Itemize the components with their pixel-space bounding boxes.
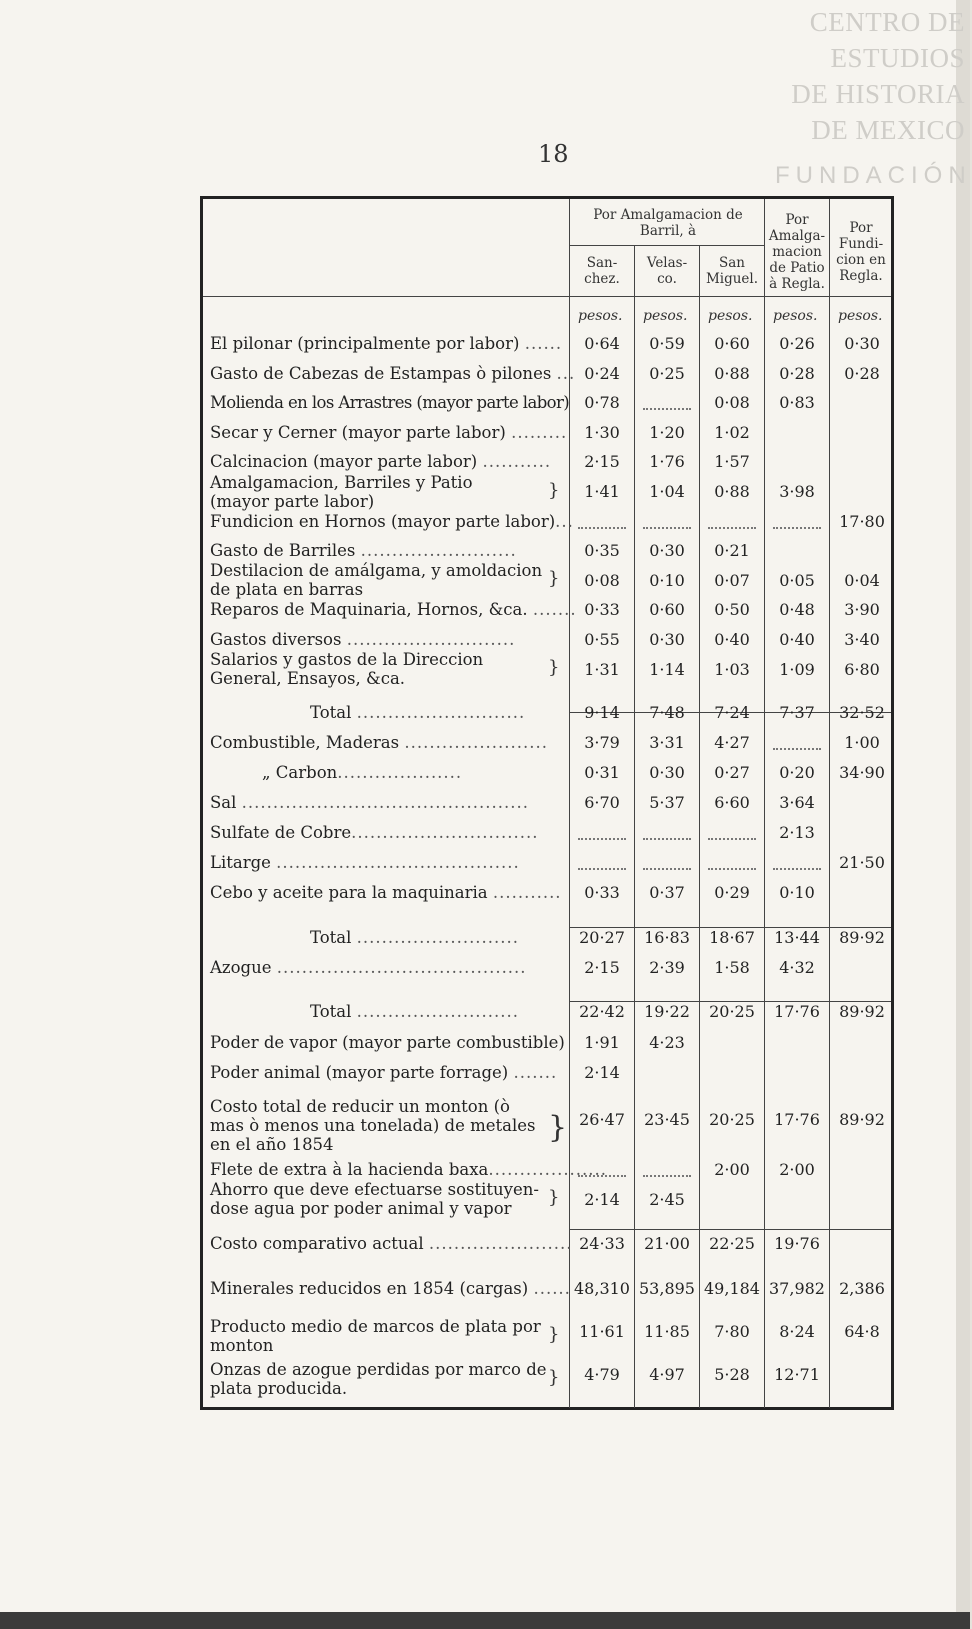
table-cell: 53,895 xyxy=(639,1279,695,1298)
table-cell: 48,310 xyxy=(574,1279,630,1298)
watermark-line: CENTRO DE xyxy=(809,7,965,37)
table-cell: 3·90 xyxy=(844,600,880,619)
column-rule xyxy=(699,246,700,1408)
row-label: Combustible, Maderas ....................... xyxy=(210,733,549,752)
row-label: Litarge ....................................... xyxy=(210,853,520,872)
table-cell: 0·07 xyxy=(714,571,750,590)
table-cell: 0·10 xyxy=(779,883,815,902)
table-cell: 20·25 xyxy=(709,1002,755,1021)
table-cell: 1·03 xyxy=(714,660,750,679)
unit-label: pesos. xyxy=(578,308,623,324)
row-label: Calcinacion (mayor parte labor) ........... xyxy=(210,452,552,471)
table-cell: 0·30 xyxy=(649,630,685,649)
table-cell: 7·80 xyxy=(714,1322,750,1341)
table-cell: 2·15 xyxy=(584,452,620,471)
row-label: Salarios y gastos de la Direccion General, Ensayos, &ca. xyxy=(210,650,484,688)
table-cell: 2·45 xyxy=(649,1190,685,1209)
table-cell: 8·24 xyxy=(779,1322,815,1341)
table-cell: 0·30 xyxy=(649,541,685,560)
table-cell: 0·29 xyxy=(714,883,750,902)
table-cell: 4·32 xyxy=(779,958,815,977)
unit-label: pesos. xyxy=(773,308,818,324)
table-cell: 1·04 xyxy=(649,482,685,501)
row-label: Amalgamacion, Barriles y Patio (mayor parte labor) xyxy=(210,473,473,511)
table-cell: 4·23 xyxy=(649,1033,685,1052)
unit-label: pesos. xyxy=(838,308,883,324)
dotted-leader xyxy=(643,868,691,870)
table-cell: 1·30 xyxy=(584,423,620,442)
table-cell: 2·15 xyxy=(584,958,620,977)
row-label: Total ........................... xyxy=(310,703,526,722)
table-cell: 0·08 xyxy=(584,571,620,590)
header-col-sanmiguel: San Miguel. xyxy=(705,255,759,287)
table-cell: 3·98 xyxy=(779,482,815,501)
header-col-patio: Por Amalga-macion de Patio à Regla. xyxy=(768,212,826,292)
table-cell: 0·27 xyxy=(714,763,750,782)
row-label: El pilonar (principalmente por labor) ...... xyxy=(210,334,563,353)
table-cell: 17·80 xyxy=(839,512,885,531)
table-cell: 4·27 xyxy=(714,733,750,752)
dotted-leader xyxy=(578,838,626,840)
table-cell: 13·44 xyxy=(774,928,820,947)
row-label: Poder de vapor (mayor parte combustible) xyxy=(210,1033,565,1052)
table-cell: 7·48 xyxy=(649,703,685,722)
table-cell: 1·09 xyxy=(779,660,815,679)
column-rule xyxy=(764,199,765,1408)
brace-mark: } xyxy=(548,1324,560,1345)
table-cell: 0·33 xyxy=(584,883,620,902)
table-cell: 6·70 xyxy=(584,793,620,812)
row-label: Flete de extra à la hacienda baxa................... xyxy=(210,1160,608,1179)
row-label: Reparos de Maquinaria, Hornos, &ca. ....... xyxy=(210,600,577,619)
table-cell: 64·8 xyxy=(844,1322,880,1341)
table-cell: 16·83 xyxy=(644,928,690,947)
table-cell: 0·55 xyxy=(584,630,620,649)
table-cell: 7·24 xyxy=(714,703,750,722)
table-cell: 26·47 xyxy=(579,1110,625,1129)
column-rule xyxy=(829,199,830,1408)
dotted-leader xyxy=(708,868,756,870)
dotted-leader xyxy=(708,527,756,529)
table-cell: 4·97 xyxy=(649,1365,685,1384)
dotted-leader xyxy=(773,868,821,870)
watermark-line: DE MEXICO xyxy=(811,115,965,145)
table-cell: 0·48 xyxy=(779,600,815,619)
row-label: Minerales reducidos en 1854 (cargas) ...... xyxy=(210,1279,571,1298)
table-cell: 0·78 xyxy=(584,393,620,412)
table-cell: 0·28 xyxy=(844,364,880,383)
table-cell: 2·00 xyxy=(779,1160,815,1179)
table-cell: 3·79 xyxy=(584,733,620,752)
table-cell: 19·76 xyxy=(774,1234,820,1253)
row-label: Cebo y aceite para la maquinaria ........... xyxy=(210,883,562,902)
table-cell: 3·64 xyxy=(779,793,815,812)
table-cell: 1·00 xyxy=(844,733,880,752)
row-label: Total .......................... xyxy=(310,1002,520,1021)
table-cell: 19·22 xyxy=(644,1002,690,1021)
row-label: Fundicion en Hornos (mayor parte labor)... xyxy=(210,512,574,531)
table-cell: 0·33 xyxy=(584,600,620,619)
table-cell: 20·27 xyxy=(579,928,625,947)
brace-mark: } xyxy=(548,657,560,678)
table-cell: 34·90 xyxy=(839,763,885,782)
table-cell: 0·37 xyxy=(649,883,685,902)
table-cell: 1·02 xyxy=(714,423,750,442)
row-label: Sal .............................................. xyxy=(210,793,529,812)
row-label: Azogue ........................................ xyxy=(210,958,527,977)
table-cell: 0·21 xyxy=(714,541,750,560)
brace-mark: } xyxy=(548,1110,568,1145)
table-cell: 0·88 xyxy=(714,482,750,501)
table-cell: 0·28 xyxy=(779,364,815,383)
page-edge xyxy=(956,0,970,1612)
watermark-line: ESTUDIOS xyxy=(830,43,965,73)
header-rule xyxy=(203,296,891,297)
row-label: Sulfate de Cobre.............................. xyxy=(210,823,539,842)
table-cell: 0·83 xyxy=(779,393,815,412)
scan-bottom-edge xyxy=(0,1612,970,1629)
unit-label: pesos. xyxy=(643,308,688,324)
dotted-leader xyxy=(708,838,756,840)
table-cell: 7·37 xyxy=(779,703,815,722)
table-cell: 17·76 xyxy=(774,1002,820,1021)
table-cell: 6·80 xyxy=(844,660,880,679)
table-cell: 3·40 xyxy=(844,630,880,649)
table-cell: 2·14 xyxy=(584,1063,620,1082)
table-cell: 0·60 xyxy=(649,600,685,619)
dotted-leader xyxy=(578,527,626,529)
header-group-amalgamacion: Por Amalgamacion de Barril, à xyxy=(593,207,743,239)
table-cell: 2·13 xyxy=(779,823,815,842)
dotted-leader xyxy=(578,868,626,870)
table-cell: 0·20 xyxy=(779,763,815,782)
table-cell: 89·92 xyxy=(839,928,885,947)
dotted-leader xyxy=(643,1175,691,1177)
dotted-leader xyxy=(773,527,821,529)
dotted-leader xyxy=(643,408,691,410)
table-cell: 22·25 xyxy=(709,1234,755,1253)
table-cell: 0·08 xyxy=(714,393,750,412)
table-cell: 21·50 xyxy=(839,853,885,872)
row-label: Poder animal (mayor parte forrage) ....... xyxy=(210,1063,558,1082)
table-cell: 0·10 xyxy=(649,571,685,590)
table-cell: 1·31 xyxy=(584,660,620,679)
table-cell: 0·88 xyxy=(714,364,750,383)
table-cell: 0·30 xyxy=(649,763,685,782)
table-cell: 89·92 xyxy=(839,1002,885,1021)
row-label: Total .......................... xyxy=(310,928,520,947)
watermark-line: FUNDACIÓN xyxy=(775,162,972,189)
row-label: Molienda en los Arrastres (mayor parte labor) xyxy=(210,393,570,412)
dotted-leader xyxy=(643,838,691,840)
row-label: Onzas de azogue perdidas por marco de plata producida. xyxy=(210,1360,547,1398)
row-label: Producto medio de marcos de plata por monton xyxy=(210,1317,541,1355)
table-cell: 22·42 xyxy=(579,1002,625,1021)
brace-mark: } xyxy=(548,1187,560,1208)
column-rule xyxy=(634,246,635,1408)
table-cell: 18·67 xyxy=(709,928,755,947)
table-cell: 1·76 xyxy=(649,452,685,471)
header-col-fundicion: Por Fundi-cion en Regla. xyxy=(836,220,886,284)
brace-mark: } xyxy=(548,1367,560,1388)
row-label: Costo total de reducir un monton (ò mas ò menos una tonelada) de metales en el año 1854 xyxy=(210,1097,536,1154)
table-cell: 37,982 xyxy=(769,1279,825,1298)
table-cell: 0·31 xyxy=(584,763,620,782)
table-cell: 49,184 xyxy=(704,1279,760,1298)
table-cell: 23·45 xyxy=(644,1110,690,1129)
table-cell: 2·39 xyxy=(649,958,685,977)
row-label: Costo comparativo actual ....................... xyxy=(210,1234,573,1253)
table-cell: 2·00 xyxy=(714,1160,750,1179)
row-label: Secar y Cerner (mayor parte labor) ......... xyxy=(210,423,568,442)
table-cell: 1·41 xyxy=(584,482,620,501)
table-cell: 0·40 xyxy=(779,630,815,649)
table-cell: 32·52 xyxy=(839,703,885,722)
table-cell: 1·91 xyxy=(584,1033,620,1052)
page-number: 18 xyxy=(538,140,569,168)
table-cell: 0·35 xyxy=(584,541,620,560)
table-cell: 5·37 xyxy=(649,793,685,812)
row-label: Gasto de Cabezas de Estampas ò pilones ... xyxy=(210,364,576,383)
dotted-leader xyxy=(578,1175,626,1177)
table-cell: 0·64 xyxy=(584,334,620,353)
table-cell: 12·71 xyxy=(774,1365,820,1384)
table-cell: 1·58 xyxy=(714,958,750,977)
brace-mark: } xyxy=(548,568,560,589)
table-cell: 24·33 xyxy=(579,1234,625,1253)
table-cell: 89·92 xyxy=(839,1110,885,1129)
table-cell: 0·24 xyxy=(584,364,620,383)
table-cell: 4·79 xyxy=(584,1365,620,1384)
table-cell: 0·04 xyxy=(844,571,880,590)
table-cell: 17·76 xyxy=(774,1110,820,1129)
table-cell: 1·20 xyxy=(649,423,685,442)
dotted-leader xyxy=(643,527,691,529)
table-cell: 3·31 xyxy=(649,733,685,752)
row-label: „ Carbon.................... xyxy=(262,763,463,782)
row-label: Gastos diversos ........................... xyxy=(210,630,516,649)
row-label: Gasto de Barriles ......................... xyxy=(210,541,517,560)
header-rule xyxy=(570,245,764,246)
table-cell: 9·14 xyxy=(584,703,620,722)
table-cell: 6·60 xyxy=(714,793,750,812)
table-cell: 0·40 xyxy=(714,630,750,649)
total-rule xyxy=(570,1229,891,1230)
row-label: Destilacion de amálgama, y amoldacion de plata en barras xyxy=(210,561,543,599)
table-cell: 20·25 xyxy=(709,1110,755,1129)
table-cell: 0·50 xyxy=(714,600,750,619)
table-cell: 11·61 xyxy=(579,1322,625,1341)
header-col-sanchez: San-chez. xyxy=(584,255,620,287)
table-cell: 1·57 xyxy=(714,452,750,471)
table-cell: 1·14 xyxy=(649,660,685,679)
table-cell: 0·60 xyxy=(714,334,750,353)
dotted-leader xyxy=(773,748,821,750)
table-cell: 0·59 xyxy=(649,334,685,353)
table-cell: 0·25 xyxy=(649,364,685,383)
watermark-line: DE HISTORIA xyxy=(791,79,965,109)
table-cell: 2,386 xyxy=(839,1279,885,1298)
unit-label: pesos. xyxy=(708,308,753,324)
header-col-velasco: Velas-co. xyxy=(646,255,688,287)
table-cell: 21·00 xyxy=(644,1234,690,1253)
row-label: Ahorro que deve efectuarse sostituyen-dose agua por poder animal y vapor xyxy=(210,1180,539,1218)
table-cell: 0·05 xyxy=(779,571,815,590)
table-cell: 0·26 xyxy=(779,334,815,353)
watermark xyxy=(775,4,972,194)
table-cell: 2·14 xyxy=(584,1190,620,1209)
brace-mark: } xyxy=(548,480,560,501)
table-cell: 11·85 xyxy=(644,1322,690,1341)
table-cell: 5·28 xyxy=(714,1365,750,1384)
table-cell: 0·30 xyxy=(844,334,880,353)
